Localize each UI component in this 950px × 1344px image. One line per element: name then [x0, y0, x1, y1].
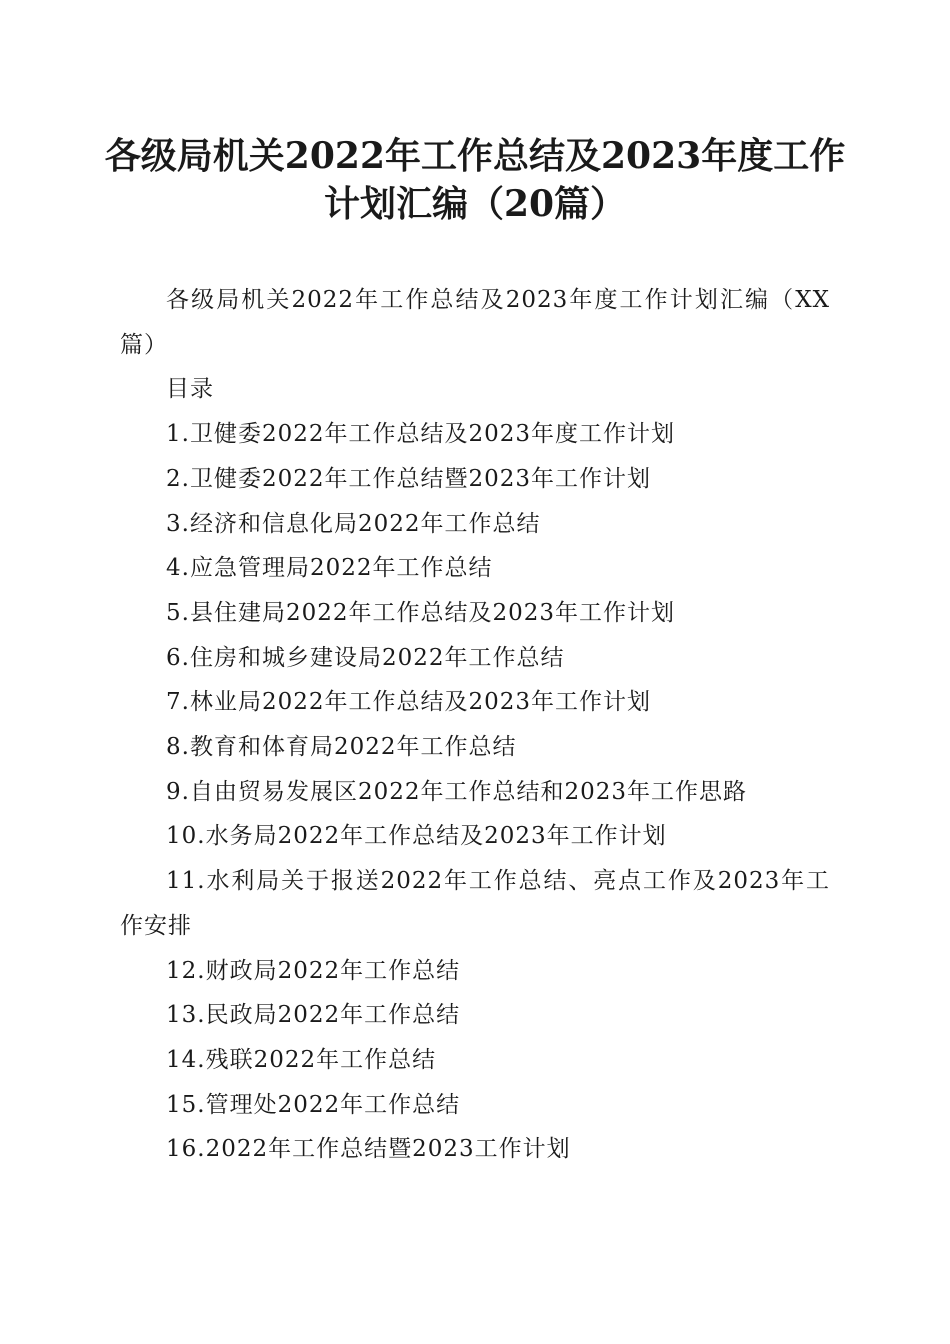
- title-line-1: 各级局机关2022年工作总结及2023年度工作: [104, 135, 846, 177]
- toc-item-6: 6.住房和城乡建设局2022年工作总结: [166, 644, 565, 671]
- toc-item-9: 9.自由贸易发展区2022年工作总结和2023年工作思路: [166, 778, 748, 805]
- document-body: [120, 278, 830, 1172]
- document-title: [100, 132, 850, 228]
- toc-item-12: 12.财政局2022年工作总结: [166, 957, 461, 984]
- title-line-2: 计划汇编（20篇）: [323, 183, 627, 225]
- toc-item-2: 2.卫健委2022年工作总结暨2023年工作计划: [166, 465, 652, 492]
- toc-item-15: 15.管理处2022年工作总结: [166, 1091, 461, 1118]
- toc-item-3: 3.经济和信息化局2022年工作总结: [166, 510, 541, 537]
- toc-heading: 目录: [166, 376, 214, 403]
- toc-item-16: 16.2022年工作总结暨2023工作计划: [166, 1136, 571, 1163]
- toc-item-8: 8.教育和体育局2022年工作总结: [166, 734, 517, 761]
- toc-item-11: 11.水利局关于报送2022年工作总结、亮点工作及2023年工作安排: [120, 868, 830, 939]
- toc-item-1: 1.卫健委2022年工作总结及2023年度工作计划: [166, 421, 676, 448]
- toc-item-5: 5.县住建局2022年工作总结及2023年工作计划: [166, 599, 676, 626]
- toc-item-4: 4.应急管理局2022年工作总结: [166, 555, 493, 582]
- toc-item-14: 14.残联2022年工作总结: [166, 1046, 437, 1073]
- toc-item-7: 7.林业局2022年工作总结及2023年工作计划: [166, 689, 652, 716]
- toc-item-10: 10.水务局2022年工作总结及2023年工作计划: [166, 823, 667, 850]
- toc-item-13: 13.民政局2022年工作总结: [166, 1002, 461, 1029]
- intro-paragraph: 各级局机关2022年工作总结及2023年度工作计划汇编（XX篇）: [120, 287, 830, 358]
